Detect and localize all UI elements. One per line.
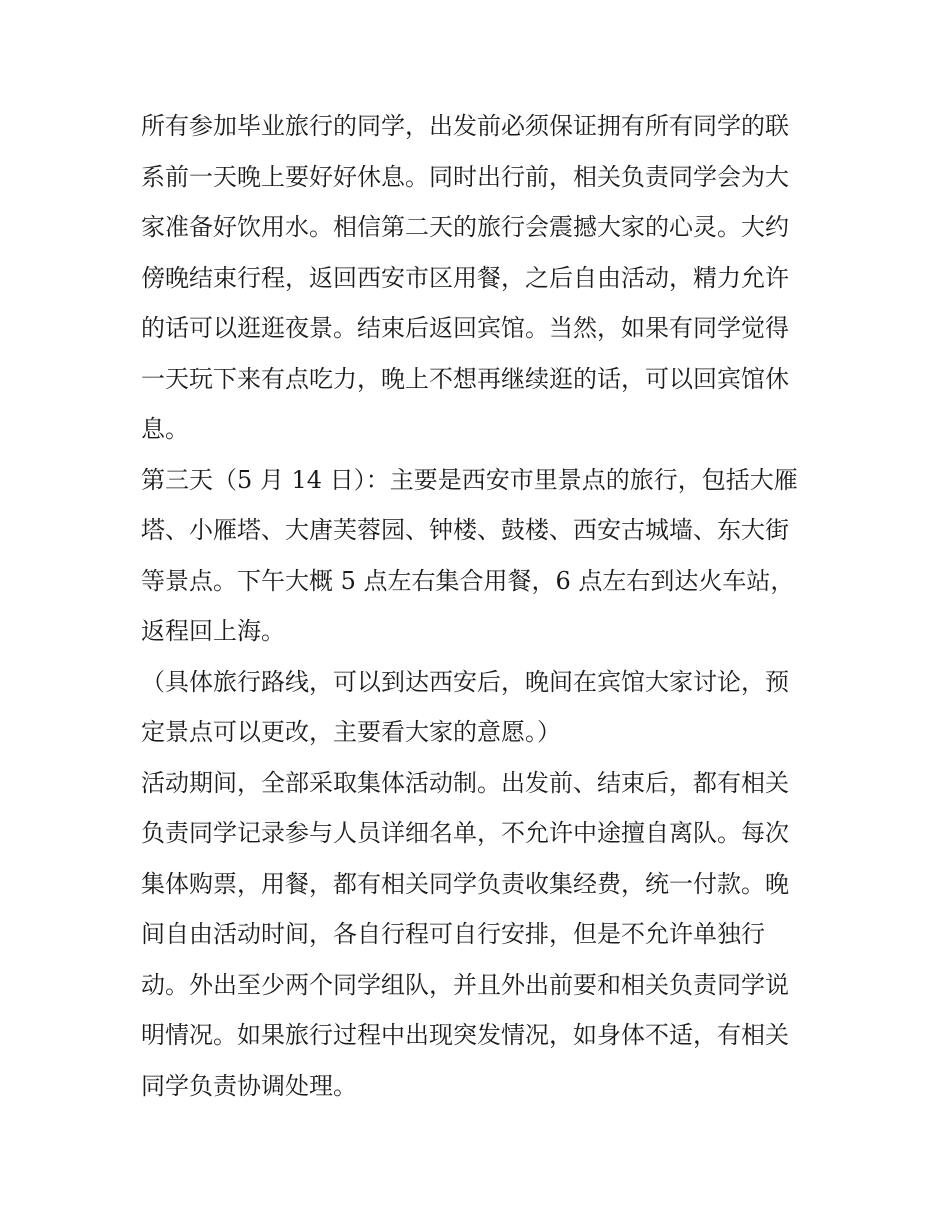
- text-line: 所有参加毕业旅行的同学，出发前必须保证拥有所有同学的联: [141, 112, 789, 140]
- text-line: 负责同学记录参与人员详细名单，不允许中途擅自离队。每次: [141, 819, 789, 847]
- text-line: 活动期间，全部采取集体活动制。出发前、结束后，都有相关: [141, 768, 789, 797]
- text-line: 集体购票，用餐，都有相关同学负责收集经费，统一付款。晚: [141, 869, 789, 898]
- document-body: [141, 101, 821, 1111]
- text-line: 系前一天晚上要好好休息。同时出行前，相关负责同学会为大: [141, 162, 789, 191]
- text-line: 塔、小雁塔、大唐芙蓉园、钟楼、鼓楼、西安古城墙、东大街: [141, 516, 789, 544]
- text-line: 等景点。下午大概 5 点左右集合用餐，6 点左右到达火车站，: [141, 566, 795, 595]
- text-line: 动。外出至少两个同学组队，并且外出前要和相关负责同学说: [141, 970, 789, 999]
- text-line: 第三天（5 月 14 日）：主要是西安市里景点的旅行，包括大雁: [141, 465, 798, 494]
- text-line: 傍晚结束行程，返回西安市区用餐，之后自由活动，精力允许: [141, 263, 789, 292]
- text-line: 间自由活动时间，各自行程可自行安排，但是不允许单独行: [141, 920, 765, 948]
- text-line: 的话可以逛逛夜景。结束后返回宾馆。当然，如果有同学觉得: [141, 314, 789, 342]
- text-line: （具体旅行路线，可以到达西安后，晚间在宾馆大家讨论，预: [141, 667, 789, 696]
- text-line: 同学负责协调处理。: [141, 1071, 357, 1100]
- text-line: 定景点可以更改，主要看大家的意愿。）: [141, 718, 561, 746]
- text-line: 返程回上海。: [141, 617, 285, 645]
- text-line: 明情况。如果旅行过程中出现突发情况，如身体不适，有相关: [141, 1021, 789, 1049]
- text-line: 息。: [141, 415, 189, 443]
- text-line: 一天玩下来有点吃力，晚上不想再继续逛的话，可以回宾馆休: [141, 364, 789, 393]
- text-line: 家准备好饮用水。相信第二天的旅行会震撼大家的心灵。大约: [141, 213, 789, 241]
